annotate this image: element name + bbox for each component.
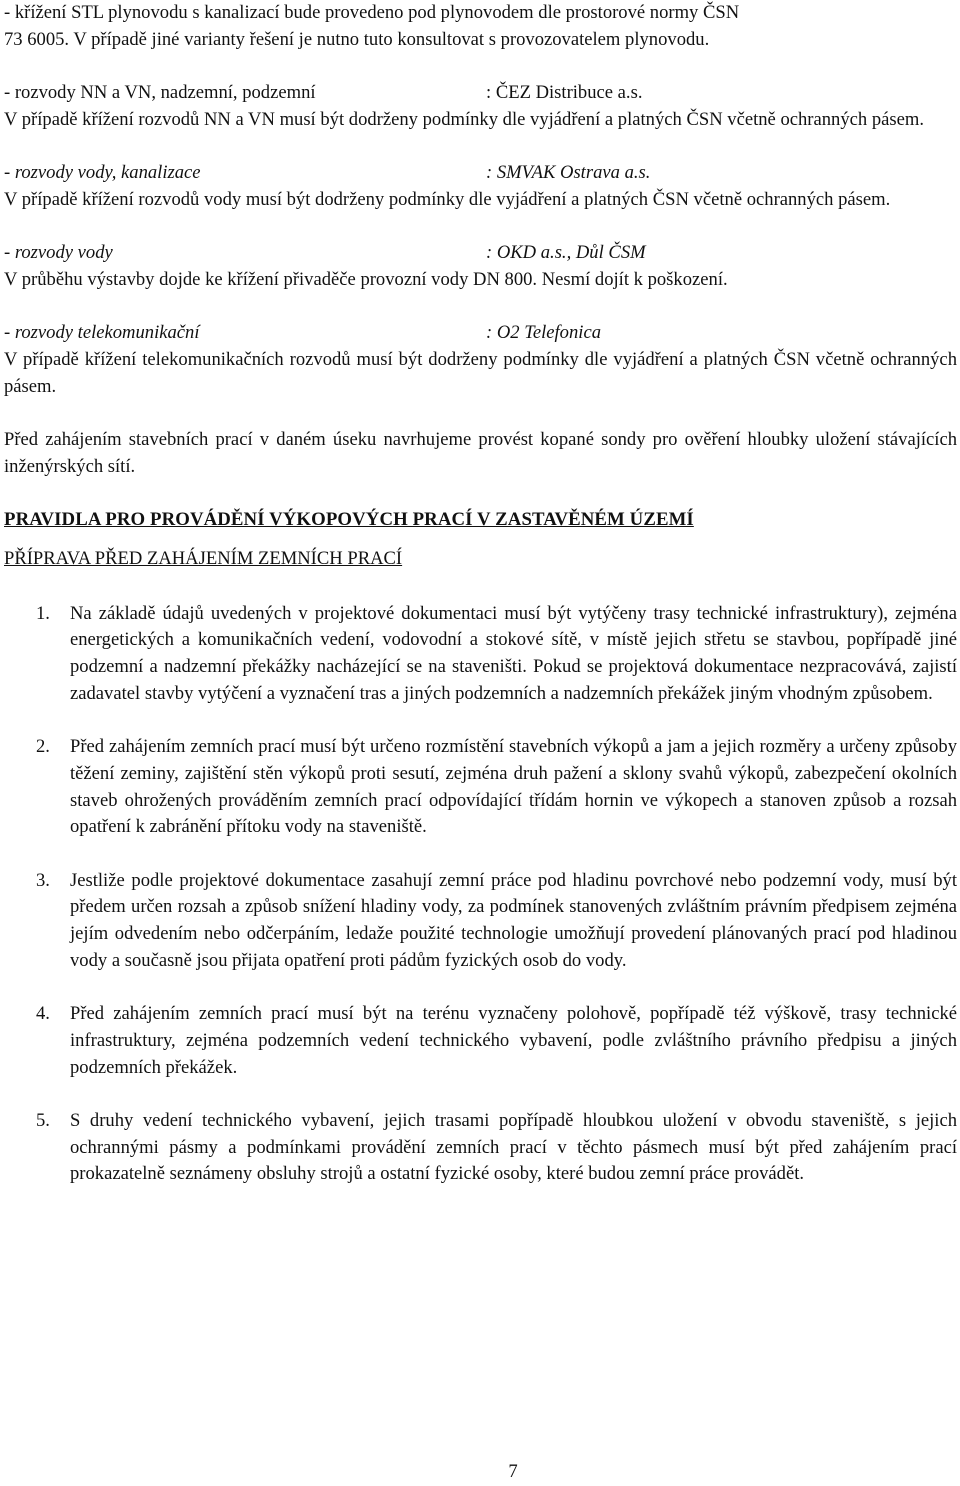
utility-note: V případě křížení rozvodů NN a VN musí být dodrženy podmínky dle vyjádření a platných ČSN včetně ochranných pásem. (4, 108, 924, 130)
item-number: 4. (36, 1003, 50, 1025)
item-number: 5. (36, 1109, 50, 1131)
item-number: 3. (36, 869, 50, 891)
section-title: PRAVIDLA PRO PROVÁDĚNÍ VÝKOPOVÝCH PRACÍ V ZASTAVĚNÉM ÚZEMÍ (4, 509, 694, 531)
utility-operator: : O2 Telefonica (486, 322, 601, 344)
document-page (4, 0, 957, 1188)
utility-operator: : OKD a.s., Důl ČSM (486, 242, 646, 264)
utility-entry-water-sewer (4, 160, 957, 187)
intro-line-1: - křížení STL plynovodu s kanalizací bude provedeno pod plynovodem dle prostorové normy ČSN (4, 2, 740, 23)
utility-entry-telecom (4, 320, 957, 347)
utility-operator: : SMVAK Ostrava a.s. (486, 162, 651, 184)
list-item (4, 868, 957, 975)
item-number: 1. (36, 602, 50, 624)
rules-list (4, 601, 957, 1188)
utility-entry-water (4, 240, 957, 267)
item-text: Před zahájením zemních prací musí být na terénu vyznačeny polohově, popřípadě též výškově, trasy technické infrastruktury, zejména podzemních vedení technického vybavení, podle zvláštního právního předpisu a jiných podzemních překážek. (70, 1003, 957, 1078)
item-text: Před zahájením zemních prací musí být určeno rozmístění stavebních výkopů a jam a jejich rozměry a určeny způsoby těžení zeminy, zajištění stěn výkopů proti sesutí, zejména druh pažení a sklony svahů výkopů, zabezpečení okolních staveb ohrožených prováděním zemních prací odpovídající třídám hornin ve výkopech a stanoven způsob a rozsah opatření k zabránění přítoku vody na staveniště. (70, 736, 957, 838)
list-item (4, 1108, 957, 1188)
probe-paragraph: Před zahájením stavebních prací v daném úseku navrhujeme provést kopané sondy pro ověření hloubky uložení stávajících inženýrských sítí. (4, 429, 957, 477)
utility-operator: : ČEZ Distribuce a.s. (486, 82, 643, 104)
item-text: S druhy vedení technického vybavení, jejich trasami popřípadě hloubkou uložení v obvodu staveniště, s jejich ochrannými pásmy a podmínkami provádění zemních prací v těchto pásmech musí být před zahájením prací prokazatelně seznámeny obsluhy strojů a ostatní fyzické osoby, které budou zemní práce provádět. (70, 1109, 957, 1185)
utility-label: - rozvody vody (4, 242, 113, 264)
item-text: Jestliže podle projektové dokumentace zasahují zemní práce pod hladinu povrchové nebo podzemní vody, musí být předem určen rozsah a způsob snížení hladiny vody, za podmínek stanovených zvláštním právním předpisem zejména jejím odvedením nebo odčerpáním, ledaže použité technologie umožňují provedení plánovaných prací pod hladinou vody a současně jsou přijata opatření proti pádům fyzických osob do vody. (70, 869, 957, 971)
page-number: 7 (508, 1461, 518, 1482)
utility-label: - rozvody telekomunikační (4, 322, 200, 344)
utility-note: V případě křížení telekomunikačních rozvodů musí být dodrženy podmínky dle vyjádření a platných ČSN včetně ochranných pásem. (4, 349, 957, 397)
utility-label: - rozvody NN a VN, nadzemní, podzemní (4, 82, 316, 104)
utility-note: V případě křížení rozvodů vody musí být dodrženy podmínky dle vyjádření a platných ČSN včetně ochranných pásem. (4, 188, 891, 210)
utility-note: V průběhu výstavby dojde ke křížení přivaděče provozní vody DN 800. Nesmí dojít k poškození. (4, 268, 728, 290)
intro-line-2: 73 6005. V případě jiné varianty řešení je nutno tuto konsultovat s provozovatelem plynovodu. (4, 28, 710, 50)
list-item (4, 1001, 957, 1081)
subsection-title: PŘÍPRAVA PŘED ZAHÁJENÍM ZEMNÍCH PRACÍ (4, 547, 403, 569)
list-item (4, 734, 957, 841)
list-item (4, 601, 957, 708)
utility-label: - rozvody vody, kanalizace (4, 162, 201, 184)
utility-entry-power (4, 80, 957, 107)
item-text: Na základě údajů uvedených v projektové dokumentaci musí být vytýčeny trasy technické infrastruktury), zejména energetických a komunikačních vedení, vodovodní a stokové sítě, v místě jejich střetu se stavbou, popřípadě jiné podzemní a nadzemní překážky nacházející se na staveništi. Pokud se projektová dokumentace nezpracovává, zajistí zadavatel stavby vytýčení a vyznačení tras a jiných podzemních a nadzemních překážek jiným vhodným způsobem. (70, 602, 957, 704)
item-number: 2. (36, 736, 50, 758)
